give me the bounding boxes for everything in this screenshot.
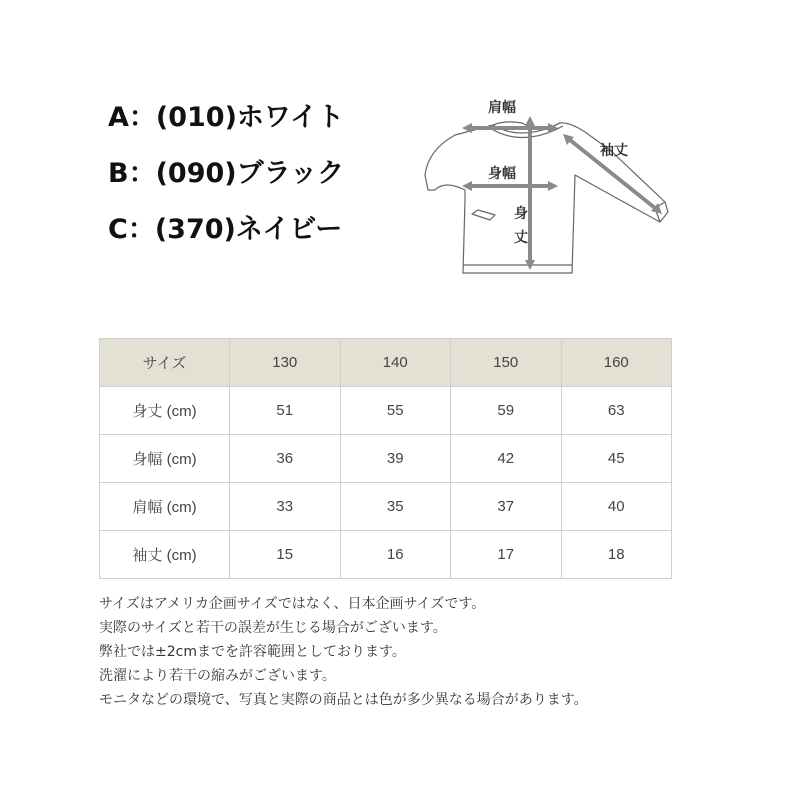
row-label: 身幅 (cm) bbox=[100, 435, 230, 483]
table-row bbox=[100, 435, 672, 483]
table-row bbox=[100, 483, 672, 531]
table-cell: 59 bbox=[451, 387, 562, 435]
table-cell: 16 bbox=[340, 531, 451, 579]
shirt-diagram bbox=[410, 90, 690, 290]
color-list bbox=[108, 96, 344, 264]
table-cell: 55 bbox=[340, 387, 451, 435]
shirt-outline-icon bbox=[425, 122, 668, 273]
chest-label: 身幅 bbox=[488, 166, 516, 182]
table-row bbox=[100, 387, 672, 435]
header-160: 160 bbox=[561, 339, 672, 387]
note-line: モニタなどの環境で、写真と実際の商品とは色が多少異なる場合があります。 bbox=[99, 692, 588, 708]
length-label-1: 身 bbox=[514, 206, 528, 222]
table-cell: 15 bbox=[230, 531, 341, 579]
header-130: 130 bbox=[230, 339, 341, 387]
table-cell: 35 bbox=[340, 483, 451, 531]
table-cell: 51 bbox=[230, 387, 341, 435]
table-cell: 36 bbox=[230, 435, 341, 483]
table-cell: 18 bbox=[561, 531, 672, 579]
note-line: 実際のサイズと若干の誤差が生じる場合がございます。 bbox=[99, 620, 447, 636]
header-size: サイズ bbox=[100, 339, 230, 387]
length-label-2: 丈 bbox=[514, 230, 528, 246]
header-150: 150 bbox=[451, 339, 562, 387]
note-line: 洗濯により若干の縮みがございます。 bbox=[99, 668, 336, 684]
note-line: 弊社では±2cmまでを許容範囲としております。 bbox=[99, 644, 406, 660]
measurement-diagram bbox=[410, 90, 690, 290]
table-cell: 42 bbox=[451, 435, 562, 483]
table-header-row bbox=[100, 339, 672, 387]
table-cell: 37 bbox=[451, 483, 562, 531]
color-option-b: B：(090)ブラック bbox=[108, 158, 345, 189]
notes bbox=[99, 592, 588, 712]
color-option-c: C：(370)ネイビー bbox=[108, 214, 343, 245]
table-cell: 17 bbox=[451, 531, 562, 579]
header-140: 140 bbox=[340, 339, 451, 387]
note-line: サイズはアメリカ企画サイズではなく、日本企画サイズです。 bbox=[99, 596, 486, 612]
table-cell: 39 bbox=[340, 435, 451, 483]
table-row bbox=[100, 531, 672, 579]
color-option-a: A：(010)ホワイト bbox=[108, 102, 345, 133]
table-cell: 33 bbox=[230, 483, 341, 531]
row-label: 身丈 (cm) bbox=[100, 387, 230, 435]
row-label: 肩幅 (cm) bbox=[100, 483, 230, 531]
table-cell: 63 bbox=[561, 387, 672, 435]
row-label: 袖丈 (cm) bbox=[100, 531, 230, 579]
size-table bbox=[99, 338, 672, 579]
table-cell: 40 bbox=[561, 483, 672, 531]
sleeve-label: 袖丈 bbox=[600, 143, 628, 159]
table-cell: 45 bbox=[561, 435, 672, 483]
shoulder-label: 肩幅 bbox=[488, 100, 516, 116]
